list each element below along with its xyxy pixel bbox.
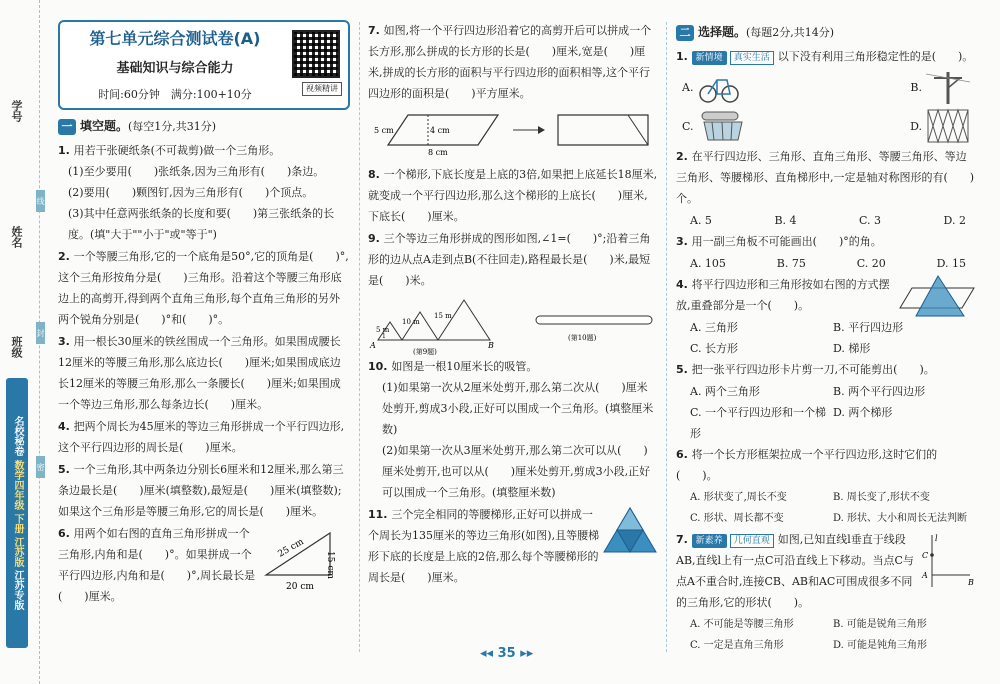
column-3 xyxy=(676,20,976,656)
label-5m: 5 m xyxy=(376,326,390,334)
choice-7-options xyxy=(676,635,976,656)
q6-text: 用两个如右图的直角三角形拼成一个三角形,内角和是( )°。如果拼成一个平行四边形,内角和是( )°,周长最长是( )厘米。 xyxy=(58,527,256,603)
hyp-label: 25 cm xyxy=(276,536,306,560)
point-b-label: B xyxy=(488,341,494,350)
choice-6-options xyxy=(676,487,976,508)
choice-4-options xyxy=(676,338,976,359)
choice-6: 6. 将一个长方形框架拉成一个平行四边形,这时它们的( )。 xyxy=(676,448,938,482)
page-number-value: 35 xyxy=(497,646,516,661)
seal-line-tag: 封 xyxy=(36,322,45,344)
cut-line-tag: 线 xyxy=(36,190,45,212)
choice-4-options xyxy=(676,317,976,338)
test-subtitle: 基础知识与综合能力 xyxy=(116,61,234,76)
fig9-caption: (第9题) xyxy=(413,348,437,356)
question-4: 4. 把两个周长为45厘米的等边三角形拼成一个平行四边形,这个平行四边形的周长是( )厘米。 xyxy=(58,420,345,454)
section-number: 二 xyxy=(676,25,694,41)
q1-part-1: (1)至少要用( )张纸条,因为三角形有( )条边。 xyxy=(68,165,325,178)
option-c[interactable]: C. 一定是直角三角形 xyxy=(690,640,784,651)
label-15m: 15 m xyxy=(434,312,452,320)
column-1 xyxy=(58,20,350,608)
large-triangle xyxy=(438,300,490,340)
section-note: (每空1分,共31分) xyxy=(128,120,217,133)
choice-6-options xyxy=(676,508,976,529)
option-c[interactable]: C. 3 xyxy=(859,214,882,227)
name-label: 姓名 xyxy=(10,226,23,248)
overlap-figure xyxy=(898,274,976,318)
bicycle-icon xyxy=(697,70,741,104)
column-2 xyxy=(368,20,658,589)
point-a-label: A xyxy=(922,571,928,580)
option-c[interactable]: C. 一个平行四边形和一个梯形 xyxy=(690,406,827,440)
arrow-icon xyxy=(538,126,545,134)
option-label: C. xyxy=(682,119,694,133)
brand-banner xyxy=(6,378,28,648)
new-literacy-tag: 新素养 xyxy=(692,534,727,548)
qr-caption: 视频精讲 xyxy=(302,82,342,96)
brand-text-2: 数学四年级 下册 江苏版 xyxy=(12,459,23,567)
height-label: 4 cm xyxy=(430,126,450,135)
binding-strip xyxy=(0,0,45,684)
qr-code-icon[interactable] xyxy=(292,30,340,78)
option-c[interactable]: C. 20 xyxy=(856,257,886,270)
option-a[interactable]: A. 5 xyxy=(690,214,712,227)
question-10: 10. 如图是一根10厘米长的吸管。 (1)如果第一次从2厘米处剪开,那么第二次从( )厘米处剪开,剪成3小段,正好可以围成一个三角形。(填整厘米数) (2)如果第一次从3厘米处剪开,那么第二次可以从( )厘米处剪开,也可以从( )厘米处剪开,剪成3小段,正好可以围成一个三角形。(填整厘米数) xyxy=(368,356,658,503)
trapezoid-triangle-figure xyxy=(602,506,658,556)
point-a-label: A xyxy=(370,341,376,350)
class-label: 班级 xyxy=(10,336,23,358)
column-divider xyxy=(666,22,667,652)
c3-text: 用一副三角板不可能画出( )°的角。 xyxy=(691,235,882,248)
q7-text: 如图,将一个平行四边形沿着它的高剪开后可以拼成一个长方形,那么拼成的长方形的长是( )厘米,宽是( )厘米,拼成的长方形的面积与平行四边形的面积相等,这个平行四边形的面积是( )平方厘米。 xyxy=(368,24,652,100)
page-number: ◂◂ 35 ▸▸ xyxy=(480,646,534,661)
q9-text: 三个等边三角形拼成的图形如图,∠1=( )°;沿着三角形的边从点A走到点B(不往回走),路程最长是( )米,最短是( )米。 xyxy=(368,232,651,287)
brand-text-1: 名校秘卷 xyxy=(12,416,23,457)
point-b-label: B xyxy=(968,578,974,587)
section-number: 一 xyxy=(58,119,76,135)
q5-text: 一个三角形,其中两条边分别长6厘米和12厘米,那么第三条边最长是( )厘米(填整数),最短是( )厘米(填整数);如果这个三角形是等腰三角形,它的周长是( )厘米。 xyxy=(58,463,344,518)
solar-heater-icon xyxy=(698,108,748,144)
section-title: 填空题。 xyxy=(80,119,129,133)
q3-text: 用一根长30厘米的铁丝围成一个三角形。如果围成腰长12厘米的等腰三角形,那么底边长( )厘米;如果围成底边长12厘米的等腰三角形,那么一条腰长( )厘米;如果围成一个等边三角形,那么每条边长( )厘米。 xyxy=(58,335,341,411)
choice-3-options xyxy=(676,253,976,274)
medium-triangle xyxy=(402,312,438,340)
c5-text: 把一张平行四边形卡片剪一刀,不可能剪出( )。 xyxy=(691,363,935,376)
base-label: 8 cm xyxy=(428,148,448,157)
straw-shape xyxy=(536,316,652,324)
right-triangle-figure xyxy=(260,527,350,597)
question-3: 3. 用一根长30厘米的铁丝围成一个三角形。如果围成腰长12厘米的等腰三角形,那么底边长( )厘米;如果围成底边长12厘米的等腰三角形,那么一条腰长( )厘米;如果围成一个等边三角形,那么每条边长( )厘米。 xyxy=(58,335,341,411)
choice-1-pictures xyxy=(676,68,976,106)
option-d[interactable]: D. 两个梯形 xyxy=(833,406,893,419)
test-meta: 时间:60分钟 满分:100+10分 xyxy=(98,88,252,101)
option-d[interactable]: D. 可能是钝角三角形 xyxy=(833,640,928,651)
choice-7: 7. 新素养 几何直观 如图,已知直线l垂直于线段AB,直线l上有一点C可沿直线上下移动。当点C与点A不重合时,连接CB、AB和AC可围成很多不同的三角形,它的形状( )。 l C A B xyxy=(676,529,976,613)
q10-stem: 如图是一根10厘米长的吸管。 xyxy=(391,360,538,373)
question-8: 8. 一个梯形,下底长度是上底的3倍,如果把上底延长18厘米,就变成一个平行四边形,那么这个梯形的上底长( )厘米,下底长( )厘米。 xyxy=(368,168,658,223)
option-d[interactable]: D. 2 xyxy=(943,214,966,227)
point-c-label: C xyxy=(922,551,929,560)
choice-5: 5. 把一张平行四边形卡片剪一刀,不可能剪出( )。 xyxy=(676,363,935,376)
section-choice xyxy=(676,22,976,43)
point-c xyxy=(930,553,934,557)
option-c[interactable]: C. 长方形 xyxy=(690,342,739,355)
c6-text: 将一个长方形框架拉成一个平行四边形,这时它们的( )。 xyxy=(676,448,938,482)
q4-text: 把两个周长为45厘米的等边三角形拼成一个平行四边形,这个平行四边形的周长是( )厘米。 xyxy=(58,420,345,454)
rectangle-shape xyxy=(558,115,648,145)
q11-text: 三个完全相同的等腰梯形,正好可以拼成一个周长为135厘米的等边三角形(如图),且等腰梯形下底的长度是上底的2倍,那么每个等腰梯形的周长是( )厘米。 xyxy=(368,508,600,584)
option-label: A. xyxy=(682,80,694,94)
test-title: 第七单元综合测试卷(A) xyxy=(89,29,261,48)
c7-text: 如图,已知直线l垂直于线段AB,直线l上有一点C可沿直线上下移动。当点C与点A不重合时,连接CB、AB和AC可围成很多不同的三角形,它的形状( )。 xyxy=(676,533,914,609)
q9-figure xyxy=(368,292,498,356)
q10-figure xyxy=(528,292,658,356)
q10-part-1: (1)如果第一次从2厘米处剪开,那么第二次从( )厘米处剪开,剪成3小段,正好可以围成一个三角形。(填整厘米数) xyxy=(382,381,654,436)
inner-triangle-shape xyxy=(617,508,643,530)
option-a[interactable]: A. 不可能是等腰三角形 xyxy=(690,619,794,630)
real-life-tag: 真实生活 xyxy=(730,51,774,65)
side-label: 15 cm xyxy=(325,551,335,579)
section-note: (每题2分,共14分) xyxy=(746,26,835,39)
choice-3: 3. 用一副三角板不可能画出( )°的角。 xyxy=(676,235,882,248)
option-b[interactable]: B. 周长变了,形状不变 xyxy=(833,492,930,503)
student-no-label: 学号 xyxy=(10,100,23,122)
choice-1: 1. 新情境 真实生活 以下没有利用三角形稳定性的是( )。 xyxy=(676,50,974,63)
option-b[interactable]: B. 两个平行四边形 xyxy=(833,385,926,398)
option-b[interactable]: B. 75 xyxy=(776,257,806,270)
perpendicular-line-figure xyxy=(918,531,976,591)
triangle-shape xyxy=(916,276,964,316)
choice-7-options xyxy=(676,614,976,635)
angle-1-label: 1 xyxy=(382,333,386,340)
question-1: 1. 用若干张硬纸条(不可裁剪)做一个三角形。 (1)至少要用( )张纸条,因为三角形有( )条边。 (2)要用( )颗图钉,因为三角形有( )个顶点。 (3)其中任意两张纸条的长度和要( )第三张纸条的长度。(填"大于""小于"或"等于") xyxy=(58,140,350,245)
option-d[interactable]: D. 形状、大小和周长无法判断 xyxy=(833,513,968,524)
option-d[interactable] xyxy=(910,108,970,144)
q9-q10-figures xyxy=(368,292,658,356)
option-a[interactable] xyxy=(682,70,741,104)
question-9: 9. 三个等边三角形拼成的图形如图,∠1=( )°;沿着三角形的边从点A走到点B(不往回走),路程最长是( )米,最短是( )米。 xyxy=(368,232,651,287)
q1-part-3: (3)其中任意两张纸条的长度和要( )第三张纸条的长度。(填"大于""小于"或"等于") xyxy=(68,207,335,241)
fig10-caption: (第10题) xyxy=(568,334,597,342)
column-divider xyxy=(359,22,360,652)
option-b[interactable] xyxy=(910,70,970,104)
brand-text-3: 江苏专版 xyxy=(12,569,23,610)
side-label: 5 cm xyxy=(374,126,394,135)
question-7: 7. 如图,将一个平行四边形沿着它的高剪开后可以拼成一个长方形,那么拼成的长方形的长是( )厘米,宽是( )厘米,拼成的长方形的面积与平行四边形的面积相等,这个平行四边形的面积是( )平方厘米。 xyxy=(368,24,652,100)
section-title: 选择题。 xyxy=(698,25,747,39)
c1-text: 以下没有利用三角形稳定性的是( )。 xyxy=(777,50,974,63)
q8-text: 一个梯形,下底长度是上底的3倍,如果把上底延长18厘米,就变成一个平行四边形,那么这个梯形的上底长( )厘米,下底长( )厘米。 xyxy=(368,168,658,223)
option-a[interactable]: A. 三角形 xyxy=(690,321,738,334)
option-label: B. xyxy=(910,80,922,94)
choice-5-options xyxy=(676,381,976,402)
base-label: 20 cm xyxy=(286,582,314,592)
option-d[interactable]: D. 梯形 xyxy=(833,342,871,355)
folding-gate-icon xyxy=(926,108,970,144)
option-a[interactable]: A. 两个三角形 xyxy=(690,385,760,398)
option-b[interactable]: B. 可能是锐角三角形 xyxy=(833,619,927,630)
option-b[interactable]: B. 4 xyxy=(774,214,797,227)
question-6: 6. 用两个如右图的直角三角形拼成一个三角形,内角和是( )°。如果拼成一个平行四边形,内角和是( )°,周长最长是( )厘米。 25 cm 15 cm 20 cm xyxy=(58,523,350,607)
q2-text: 一个等腰三角形,它的一个底角是50°,它的顶角是( )°,这个三角形按角分是( )三角形。沿着这个等腰三角形底边上的高剪开,得到两个直角三角形,每个直角三角形的另外两个锐角分别是( )°和( )°。 xyxy=(58,250,349,326)
utility-pole-icon xyxy=(926,70,970,104)
label-10m: 10 m xyxy=(402,318,420,326)
q1-part-2: (2)要用( )颗图钉,因为三角形有( )个顶点。 xyxy=(68,186,314,199)
c4-text: 将平行四边形和三角形按如右图的方式摆放,重叠部分是一个( )。 xyxy=(676,278,890,312)
section-fill-blank xyxy=(58,116,350,137)
option-d[interactable]: D. 15 xyxy=(936,257,966,270)
question-5: 5. 一个三角形,其中两条边分别长6厘米和12厘米,那么第三条边最长是( )厘米(填整数),最短是( )厘米(填整数);如果这个三角形是等腰三角形,它的周长是( )厘米。 xyxy=(58,463,344,518)
option-a[interactable]: A. 形状变了,周长不变 xyxy=(690,492,787,503)
test-header xyxy=(58,20,350,110)
question-2: 2. 一个等腰三角形,它的一个底角是50°,它的顶角是( )°,这个三角形按角分是( )三角形。沿着这个等腰三角形底边上的高剪开,得到两个直角三角形,每个直角三角形的另外两个锐角分别是( )°和( )°。 xyxy=(58,250,349,326)
option-a[interactable]: A. 105 xyxy=(690,257,726,270)
q10-part-2: (2)如果第一次从3厘米处剪开,那么第二次可以从( )厘米处剪开,也可以从( )厘米处剪开,剪成3小段,正好可以围成一个三角形。(填整厘米数) xyxy=(382,444,651,499)
cut-line xyxy=(628,115,648,145)
geometry-intuition-tag: 几何直观 xyxy=(730,534,774,548)
choice-2: 2. 在平行四边形、三角形、直角三角形、等腰三角形、等边三角形、等腰梯形、直角梯形中,一定是轴对称图形的有( )个。 xyxy=(676,150,975,205)
line-l-label: l xyxy=(935,534,938,543)
choice-4: 4. 将平行四边形和三角形按如右图的方式摆放,重叠部分是一个( )。 xyxy=(676,274,976,316)
option-b[interactable]: B. 平行四边形 xyxy=(833,321,904,334)
choice-5-options xyxy=(676,402,976,444)
secret-line-tag: 密 xyxy=(36,456,45,478)
new-context-tag: 新情境 xyxy=(692,51,727,65)
choice-1-pictures xyxy=(676,106,976,146)
option-label: D. xyxy=(910,119,922,133)
question-11: 11. 三个完全相同的等腰梯形,正好可以拼成一个周长为135厘米的等边三角形(如图),且等腰梯形下底的长度是上底的2倍,那么每个等腰梯形的周长是( )厘米。 xyxy=(368,504,658,588)
choice-2-options xyxy=(676,210,976,231)
q7-figure xyxy=(368,105,658,157)
c2-text: 在平行四边形、三角形、直角三角形、等腰三角形、等边三角形、等腰梯形、直角梯形中,一定是轴对称图形的有( )个。 xyxy=(676,150,975,205)
q1-stem: 用若干张硬纸条(不可裁剪)做一个三角形。 xyxy=(73,144,281,157)
option-c[interactable] xyxy=(682,108,748,144)
option-c[interactable]: C. 形状、周长都不变 xyxy=(690,513,784,524)
